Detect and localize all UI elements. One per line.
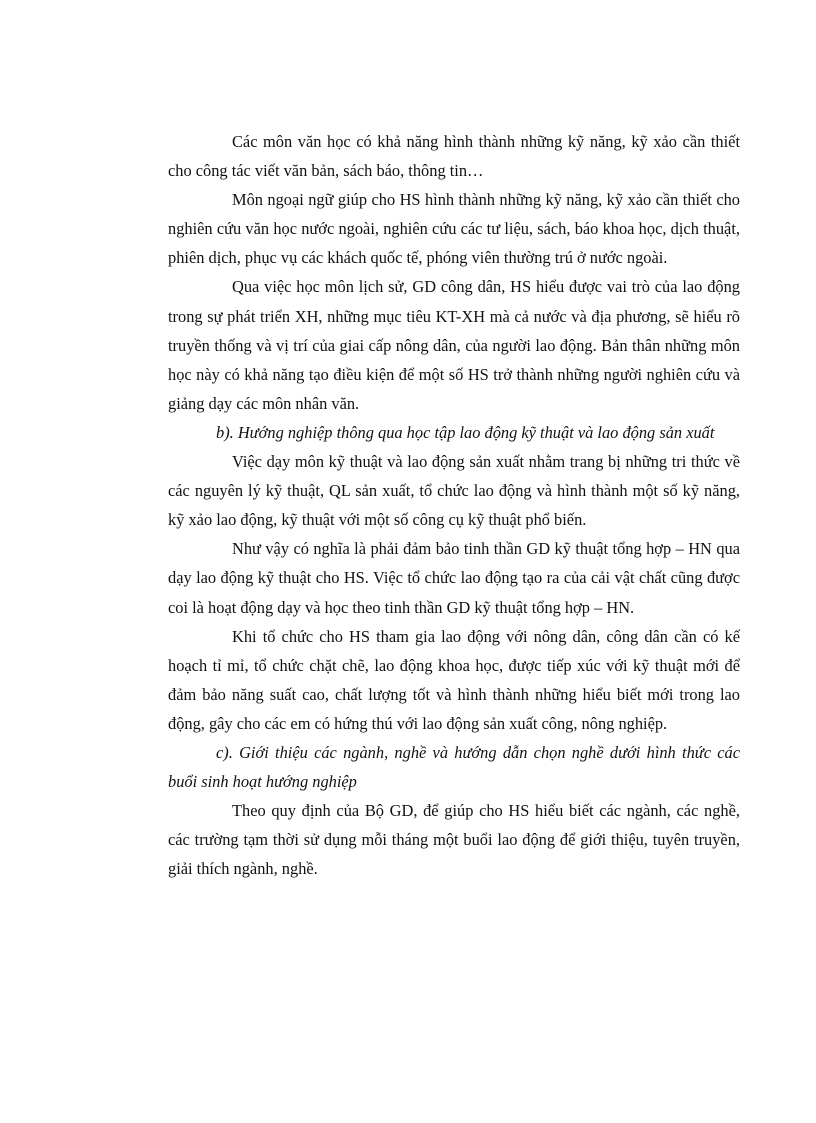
section-heading-c: c). Giới thiệu các ngành, nghề và hướng dẫn chọn nghề dưới hình thức các buổi sinh hoạt hướng nghiệp xyxy=(168,742,740,792)
paragraph-labor-with-farmers: Khi tổ chức cho HS tham gia lao động với nông dân, công dân cần có kế hoạch tỉ mỉ, tổ chức chặt chẽ, lao động khoa học, được tiếp xúc với kỹ thuật mới để đảm bảo năng suất cao, chất lượng tốt và hình thành những hiểu biết mới trong lao động, gây cho các em có hứng thú với lao động sản xuất công, nông nghiệp. xyxy=(168,626,740,733)
paragraph-foreign-language: Môn ngoại ngữ giúp cho HS hình thành những kỹ năng, kỹ xảo cần thiết cho nghiên cứu văn học nước ngoài, nghiên cứu các tư liệu, sách, báo khoa học, dịch thuật, phiên dịch, phục vụ các khách quốc tế, phóng viên thường trú ở nước ngoài. xyxy=(168,190,740,268)
paragraph-comprehensive-education: Như vậy có nghĩa là phải đảm bảo tinh thần GD kỹ thuật tổng hợp – HN qua dạy lao động kỹ thuật cho HS. Việc tổ chức lao động tạo ra của cải vật chất cũng được coi là hoạt động dạy và học theo tinh thần GD kỹ thuật tổng hợp – HN. xyxy=(168,539,740,617)
paragraph-technical-labor: Việc dạy môn kỹ thuật và lao động sản xuất nhằm trang bị những tri thức về các nguyên lý kỹ thuật, QL sản xuất, tổ chức lao động và hình thành một số kỹ năng, kỹ xảo lao động, kỹ thuật với một số công cụ kỹ thuật phổ biến. xyxy=(168,452,740,530)
paragraph-ministry-regulation: Theo quy định của Bộ GD, để giúp cho HS hiểu biết các ngành, các nghề, các trường tạm thời sử dụng mỗi tháng một buổi lao động để giới thiệu, tuyên truyền, giải thích ngành, nghề. xyxy=(168,801,740,879)
document-page xyxy=(168,127,740,883)
paragraph-literature: Các môn văn học có khả năng hình thành những kỹ năng, kỹ xảo cần thiết cho công tác viết văn bản, sách báo, thông tin… xyxy=(168,132,740,181)
section-heading-b: b). Hướng nghiệp thông qua học tập lao động kỹ thuật và lao động sản xuất xyxy=(216,422,715,442)
paragraph-history-civics: Qua việc học môn lịch sử, GD công dân, HS hiểu được vai trò của lao động trong sự phát triển XH, những mục tiêu KT-XH mà cả nước và địa phương, sẽ hiểu rõ truyền thống và vị trí của giai cấp nông dân, của người lao động. Bản thân những môn học này có khả năng tạo điều kiện để một số HS trở thành những người nghiên cứu và giảng dạy các môn nhân văn. xyxy=(168,277,740,413)
